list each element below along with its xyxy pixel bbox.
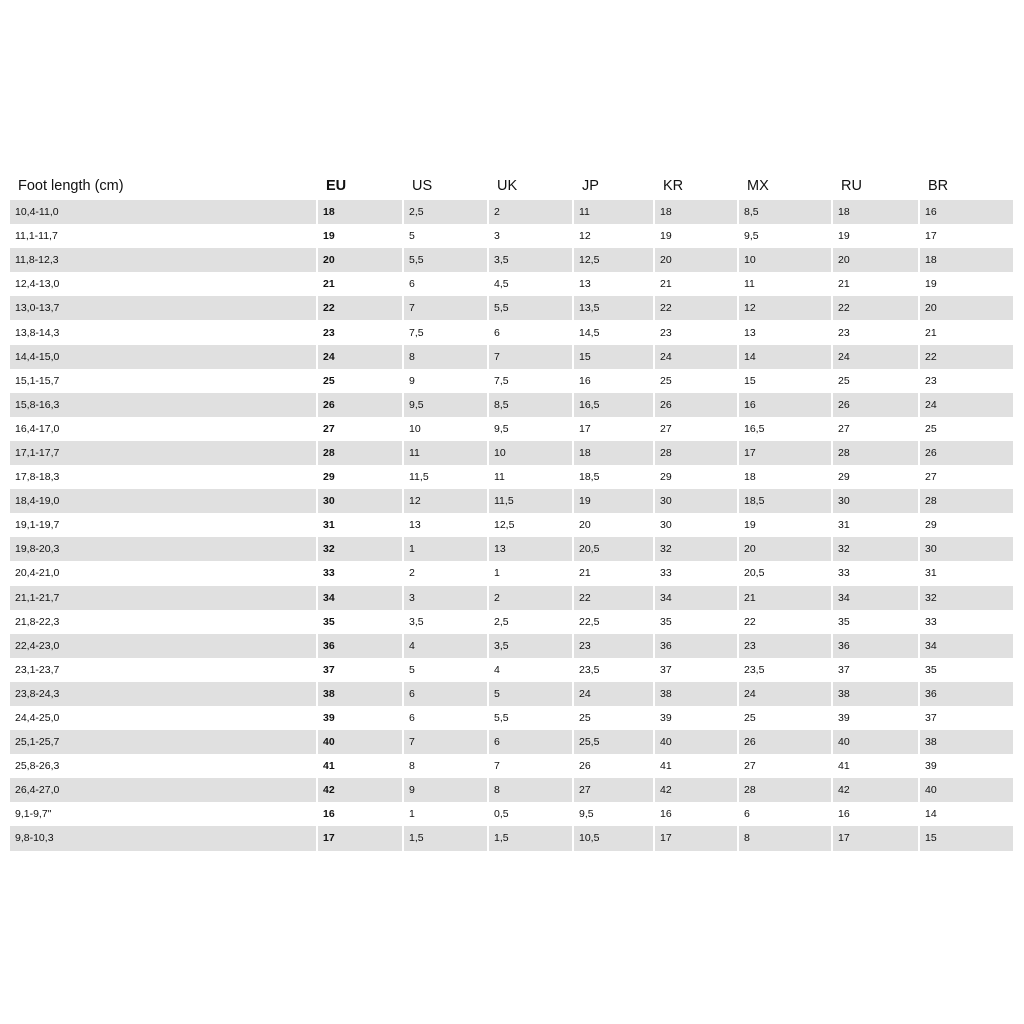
size-cell: 22 — [655, 296, 739, 320]
size-cell: 12 — [739, 296, 833, 320]
size-cell: 23 — [655, 320, 739, 344]
size-cell: 27 — [925, 471, 937, 484]
size-cell: 32 — [655, 537, 739, 561]
size-cell: 30 — [318, 489, 404, 513]
foot-length-cell: 24,4-25,0 — [10, 706, 318, 730]
size-cell: 8,5 — [489, 393, 574, 417]
size-cell: 9,5 — [739, 224, 833, 248]
header-row — [10, 172, 1013, 200]
foot-length-cell: 11,1-11,7 — [10, 224, 318, 248]
size-cell: 20 — [739, 537, 833, 561]
size-cell: 25 — [574, 706, 655, 730]
header-br: BR — [928, 178, 949, 194]
size-cell: 32 — [833, 537, 920, 561]
size-cell: 30 — [655, 489, 739, 513]
table-row — [10, 393, 1013, 417]
foot-length-cell: 20,4-21,0 — [10, 561, 318, 585]
size-cell: 22 — [574, 586, 655, 610]
foot-length-cell: 14,4-15,0 — [10, 345, 318, 369]
size-cell: 16 — [574, 369, 655, 393]
size-cell: 6 — [404, 272, 489, 296]
size-cell: 12,5 — [489, 513, 574, 537]
table-row — [10, 200, 1013, 224]
size-cell: 5 — [404, 224, 489, 248]
foot-length-cell: 19,8-20,3 — [10, 537, 318, 561]
size-cell: 24 — [833, 345, 920, 369]
foot-length-cell: 10,4-11,0 — [10, 200, 318, 224]
size-cell: 28 — [318, 441, 404, 465]
size-cell: 36 — [920, 682, 1013, 706]
size-cell: 25,5 — [574, 730, 655, 754]
table-row — [10, 272, 1013, 296]
size-cell: 21 — [739, 586, 833, 610]
table-row — [10, 345, 1013, 369]
size-cell: 13 — [489, 537, 574, 561]
size-cell: 23 — [574, 634, 655, 658]
size-cell: 11 — [489, 465, 574, 489]
size-cell: 18 — [655, 200, 739, 224]
table-row — [10, 417, 1013, 441]
size-cell: 12 — [404, 489, 489, 513]
size-cell: 11 — [574, 200, 655, 224]
size-cell: 21 — [574, 561, 655, 585]
size-cell: 35 — [655, 610, 739, 634]
size-cell: 5 — [404, 658, 489, 682]
foot-length-cell: 17,8-18,3 — [10, 465, 318, 489]
size-cell: 18 — [318, 200, 404, 224]
size-cell: 7,5 — [404, 320, 489, 344]
size-cell: 41 — [655, 754, 739, 778]
size-cell: 37 — [655, 658, 739, 682]
size-cell: 19 — [655, 224, 739, 248]
size-cell: 18 — [833, 200, 920, 224]
foot-length-cell: 18,4-19,0 — [10, 489, 318, 513]
size-cell: 20 — [318, 248, 404, 272]
size-cell: 18 — [739, 465, 833, 489]
size-cell: 9 — [404, 778, 489, 802]
table-row — [10, 489, 1013, 513]
size-cell: 27 — [833, 417, 920, 441]
size-cell: 19 — [925, 278, 937, 291]
size-cell: 19 — [574, 489, 655, 513]
size-cell: 34 — [318, 586, 404, 610]
size-cell: 25 — [655, 369, 739, 393]
size-cell: 5,5 — [489, 296, 574, 320]
size-cell: 11,5 — [404, 465, 489, 489]
size-cell: 24 — [574, 682, 655, 706]
size-cell: 8 — [404, 754, 489, 778]
size-cell: 23 — [925, 374, 937, 387]
size-cell: 20 — [833, 248, 920, 272]
size-cell: 17 — [925, 230, 937, 243]
size-cell: 16 — [920, 200, 1013, 224]
size-cell: 11 — [404, 441, 489, 465]
size-cell: 31 — [833, 513, 920, 537]
size-cell: 7 — [404, 296, 489, 320]
header-us: US — [412, 178, 433, 194]
size-cell: 14,5 — [574, 320, 655, 344]
table-row — [10, 634, 1013, 658]
size-cell: 25 — [833, 369, 920, 393]
table-row — [10, 610, 1013, 634]
size-cell: 13,5 — [574, 296, 655, 320]
size-cell: 22,5 — [574, 610, 655, 634]
size-cell: 11 — [739, 272, 833, 296]
size-cell: 25 — [925, 422, 937, 435]
size-cell: 33 — [833, 561, 920, 585]
size-cell: 12,5 — [574, 248, 655, 272]
size-cell: 26 — [920, 441, 1013, 465]
size-cell: 37 — [833, 658, 920, 682]
size-cell: 39 — [318, 706, 404, 730]
table-row — [10, 586, 1013, 610]
size-cell: 8 — [404, 345, 489, 369]
table-row — [10, 561, 1013, 585]
size-cell: 26 — [318, 393, 404, 417]
size-cell: 2,5 — [489, 610, 574, 634]
foot-length-cell: 16,4-17,0 — [10, 417, 318, 441]
size-cell: 2 — [404, 561, 489, 585]
size-cell: 22 — [833, 296, 920, 320]
size-cell: 24 — [318, 345, 404, 369]
size-cell: 3,5 — [489, 248, 574, 272]
size-cell: 15 — [574, 345, 655, 369]
foot-length-cell: 26,4-27,0 — [10, 778, 318, 802]
size-cell: 17 — [318, 826, 404, 850]
size-cell: 17 — [655, 826, 739, 850]
size-cell: 21 — [655, 272, 739, 296]
size-cell: 40 — [920, 778, 1013, 802]
size-cell: 7 — [489, 345, 574, 369]
size-cell: 15 — [739, 369, 833, 393]
size-cell: 28 — [739, 778, 833, 802]
size-cell: 27 — [318, 417, 404, 441]
size-cell: 9 — [404, 369, 489, 393]
size-cell: 20,5 — [574, 537, 655, 561]
size-cell: 0,5 — [489, 802, 574, 826]
header-jp: JP — [582, 178, 599, 194]
size-cell: 16 — [318, 802, 404, 826]
size-cell: 21 — [833, 272, 920, 296]
foot-length-cell: 22,4-23,0 — [10, 634, 318, 658]
size-cell: 26 — [574, 754, 655, 778]
foot-length-cell: 17,1-17,7 — [10, 441, 318, 465]
size-cell: 17 — [739, 441, 833, 465]
table-row — [10, 658, 1013, 682]
size-cell: 41 — [318, 754, 404, 778]
foot-length-cell: 15,8-16,3 — [10, 393, 318, 417]
size-cell: 16,5 — [574, 393, 655, 417]
table-row — [10, 441, 1013, 465]
size-cell: 41 — [833, 754, 920, 778]
table-row — [10, 537, 1013, 561]
table-row — [10, 826, 1013, 850]
size-cell: 7,5 — [489, 369, 574, 393]
size-cell: 1,5 — [404, 826, 489, 850]
size-cell: 18,5 — [574, 465, 655, 489]
size-cell: 29 — [925, 519, 937, 532]
size-cell: 38 — [920, 730, 1013, 754]
size-cell: 3,5 — [404, 610, 489, 634]
size-cell: 23,5 — [739, 658, 833, 682]
size-cell: 29 — [655, 465, 739, 489]
size-cell: 5,5 — [404, 248, 489, 272]
size-cell: 36 — [833, 634, 920, 658]
size-cell: 26 — [833, 393, 920, 417]
table-row — [10, 320, 1013, 344]
size-cell: 13 — [404, 513, 489, 537]
foot-length-cell: 21,1-21,7 — [10, 586, 318, 610]
size-cell: 7 — [489, 754, 574, 778]
size-cell: 10 — [489, 441, 574, 465]
size-cell: 20 — [920, 296, 1013, 320]
size-cell: 10 — [404, 417, 489, 441]
size-cell: 38 — [655, 682, 739, 706]
size-cell: 9,5 — [404, 393, 489, 417]
size-cell: 17 — [833, 826, 920, 850]
size-cell: 25 — [318, 369, 404, 393]
size-cell: 27 — [655, 417, 739, 441]
size-cell: 37 — [318, 658, 404, 682]
size-cell: 18,5 — [739, 489, 833, 513]
table-row — [10, 706, 1013, 730]
size-cell: 13 — [574, 272, 655, 296]
size-cell: 9,5 — [489, 417, 574, 441]
size-cell: 36 — [655, 634, 739, 658]
size-cell: 40 — [318, 730, 404, 754]
size-cell: 20,5 — [739, 561, 833, 585]
foot-length-cell: 9,8-10,3 — [10, 826, 318, 850]
size-cell: 42 — [318, 778, 404, 802]
table-row — [10, 513, 1013, 537]
size-cell: 18 — [920, 248, 1013, 272]
size-cell: 17 — [574, 417, 655, 441]
size-cell: 8 — [739, 826, 833, 850]
size-cell: 11,5 — [489, 489, 574, 513]
size-cell: 12 — [574, 224, 655, 248]
size-cell: 6 — [404, 706, 489, 730]
size-cell: 6 — [489, 320, 574, 344]
size-cell: 24 — [920, 393, 1013, 417]
size-cell: 3 — [489, 224, 574, 248]
foot-length-cell: 19,1-19,7 — [10, 513, 318, 537]
table-body — [10, 200, 1013, 851]
size-cell: 31 — [925, 567, 937, 580]
size-cell: 38 — [833, 682, 920, 706]
size-cell: 1,5 — [489, 826, 574, 850]
table-row — [10, 730, 1013, 754]
size-cell: 14 — [739, 345, 833, 369]
size-cell: 39 — [925, 760, 937, 773]
size-cell: 24 — [739, 682, 833, 706]
size-cell: 40 — [833, 730, 920, 754]
table-row — [10, 465, 1013, 489]
size-cell: 3,5 — [489, 634, 574, 658]
table-row — [10, 248, 1013, 272]
size-cell: 35 — [833, 610, 920, 634]
size-cell: 23 — [739, 634, 833, 658]
header-uk: UK — [497, 178, 518, 194]
size-cell: 4 — [404, 634, 489, 658]
size-cell: 20 — [655, 248, 739, 272]
foot-length-cell: 15,1-15,7 — [10, 369, 318, 393]
size-cell: 21 — [318, 272, 404, 296]
size-cell: 39 — [833, 706, 920, 730]
size-cell: 29 — [318, 465, 404, 489]
size-cell: 10 — [739, 248, 833, 272]
foot-length-cell: 25,8-26,3 — [10, 754, 318, 778]
size-cell: 40 — [655, 730, 739, 754]
size-cell: 4,5 — [489, 272, 574, 296]
table-row — [10, 369, 1013, 393]
foot-length-cell: 23,8-24,3 — [10, 682, 318, 706]
size-cell: 22 — [739, 610, 833, 634]
size-cell: 28 — [833, 441, 920, 465]
size-cell: 10,5 — [574, 826, 655, 850]
size-cell: 16 — [655, 802, 739, 826]
table-row — [10, 802, 1013, 826]
size-cell: 6 — [404, 682, 489, 706]
size-cell: 16 — [739, 393, 833, 417]
size-cell: 2,5 — [404, 200, 489, 224]
size-cell: 26 — [739, 730, 833, 754]
size-cell: 15 — [920, 826, 1013, 850]
size-cell: 30 — [833, 489, 920, 513]
size-cell: 25 — [739, 706, 833, 730]
size-cell: 13 — [739, 320, 833, 344]
size-cell: 22 — [318, 296, 404, 320]
size-cell: 20 — [574, 513, 655, 537]
size-cell: 28 — [920, 489, 1013, 513]
size-chart — [10, 172, 1013, 851]
size-cell: 23 — [318, 320, 404, 344]
size-conversion-table — [10, 172, 1013, 851]
header-eu: EU — [326, 178, 347, 194]
size-cell: 3 — [404, 586, 489, 610]
size-cell: 8,5 — [739, 200, 833, 224]
foot-length-cell: 23,1-23,7 — [10, 658, 318, 682]
size-cell: 35 — [318, 610, 404, 634]
size-cell: 27 — [574, 778, 655, 802]
size-cell: 9,5 — [574, 802, 655, 826]
size-cell: 27 — [739, 754, 833, 778]
size-cell: 19 — [318, 224, 404, 248]
foot-length-cell: 21,8-22,3 — [10, 610, 318, 634]
foot-length-cell: 13,8-14,3 — [10, 320, 318, 344]
size-cell: 42 — [655, 778, 739, 802]
size-cell: 33 — [655, 561, 739, 585]
size-cell: 6 — [489, 730, 574, 754]
size-cell: 39 — [655, 706, 739, 730]
size-cell: 2 — [489, 586, 574, 610]
size-cell: 28 — [655, 441, 739, 465]
size-cell: 1 — [404, 537, 489, 561]
size-cell: 21 — [925, 326, 937, 339]
size-cell: 14 — [925, 808, 937, 821]
foot-length-cell: 25,1-25,7 — [10, 730, 318, 754]
size-cell: 7 — [404, 730, 489, 754]
size-cell: 32 — [318, 537, 404, 561]
size-cell: 5 — [489, 682, 574, 706]
table-header — [10, 172, 1013, 200]
size-cell: 23 — [833, 320, 920, 344]
size-cell: 18 — [574, 441, 655, 465]
size-cell: 19 — [739, 513, 833, 537]
size-cell: 2 — [489, 200, 574, 224]
size-cell: 5,5 — [489, 706, 574, 730]
size-cell: 37 — [925, 712, 937, 725]
header-ru: RU — [841, 178, 862, 194]
table-row — [10, 224, 1013, 248]
size-cell: 35 — [925, 663, 937, 676]
size-cell: 29 — [833, 465, 920, 489]
size-cell: 16 — [833, 802, 920, 826]
table-row — [10, 682, 1013, 706]
size-cell: 38 — [318, 682, 404, 706]
size-cell: 31 — [318, 513, 404, 537]
size-cell: 8 — [489, 778, 574, 802]
size-cell: 36 — [318, 634, 404, 658]
size-cell: 30 — [655, 513, 739, 537]
foot-length-cell: 13,0-13,7 — [10, 296, 318, 320]
size-cell: 6 — [739, 802, 833, 826]
foot-length-cell: 9,1-9,7" — [10, 802, 318, 826]
header-mx: MX — [747, 178, 769, 194]
size-cell: 23,5 — [574, 658, 655, 682]
size-cell: 4 — [489, 658, 574, 682]
foot-length-cell: 11,8-12,3 — [10, 248, 318, 272]
size-cell: 1 — [489, 561, 574, 585]
size-cell: 22 — [920, 345, 1013, 369]
size-cell: 42 — [833, 778, 920, 802]
size-cell: 34 — [655, 586, 739, 610]
size-cell: 16,5 — [739, 417, 833, 441]
header-kr: KR — [663, 178, 684, 194]
foot-length-cell: 12,4-13,0 — [10, 272, 318, 296]
size-cell: 33 — [318, 561, 404, 585]
size-cell: 30 — [920, 537, 1013, 561]
size-cell: 19 — [833, 224, 920, 248]
size-cell: 34 — [920, 634, 1013, 658]
size-cell: 33 — [925, 615, 937, 628]
size-cell: 26 — [655, 393, 739, 417]
table-row — [10, 754, 1013, 778]
size-cell: 24 — [655, 345, 739, 369]
size-cell: 34 — [833, 586, 920, 610]
size-cell: 1 — [404, 802, 489, 826]
size-cell: 32 — [920, 586, 1013, 610]
header-foot-length: Foot length (cm) — [18, 178, 124, 194]
table-row — [10, 296, 1013, 320]
table-row — [10, 778, 1013, 802]
